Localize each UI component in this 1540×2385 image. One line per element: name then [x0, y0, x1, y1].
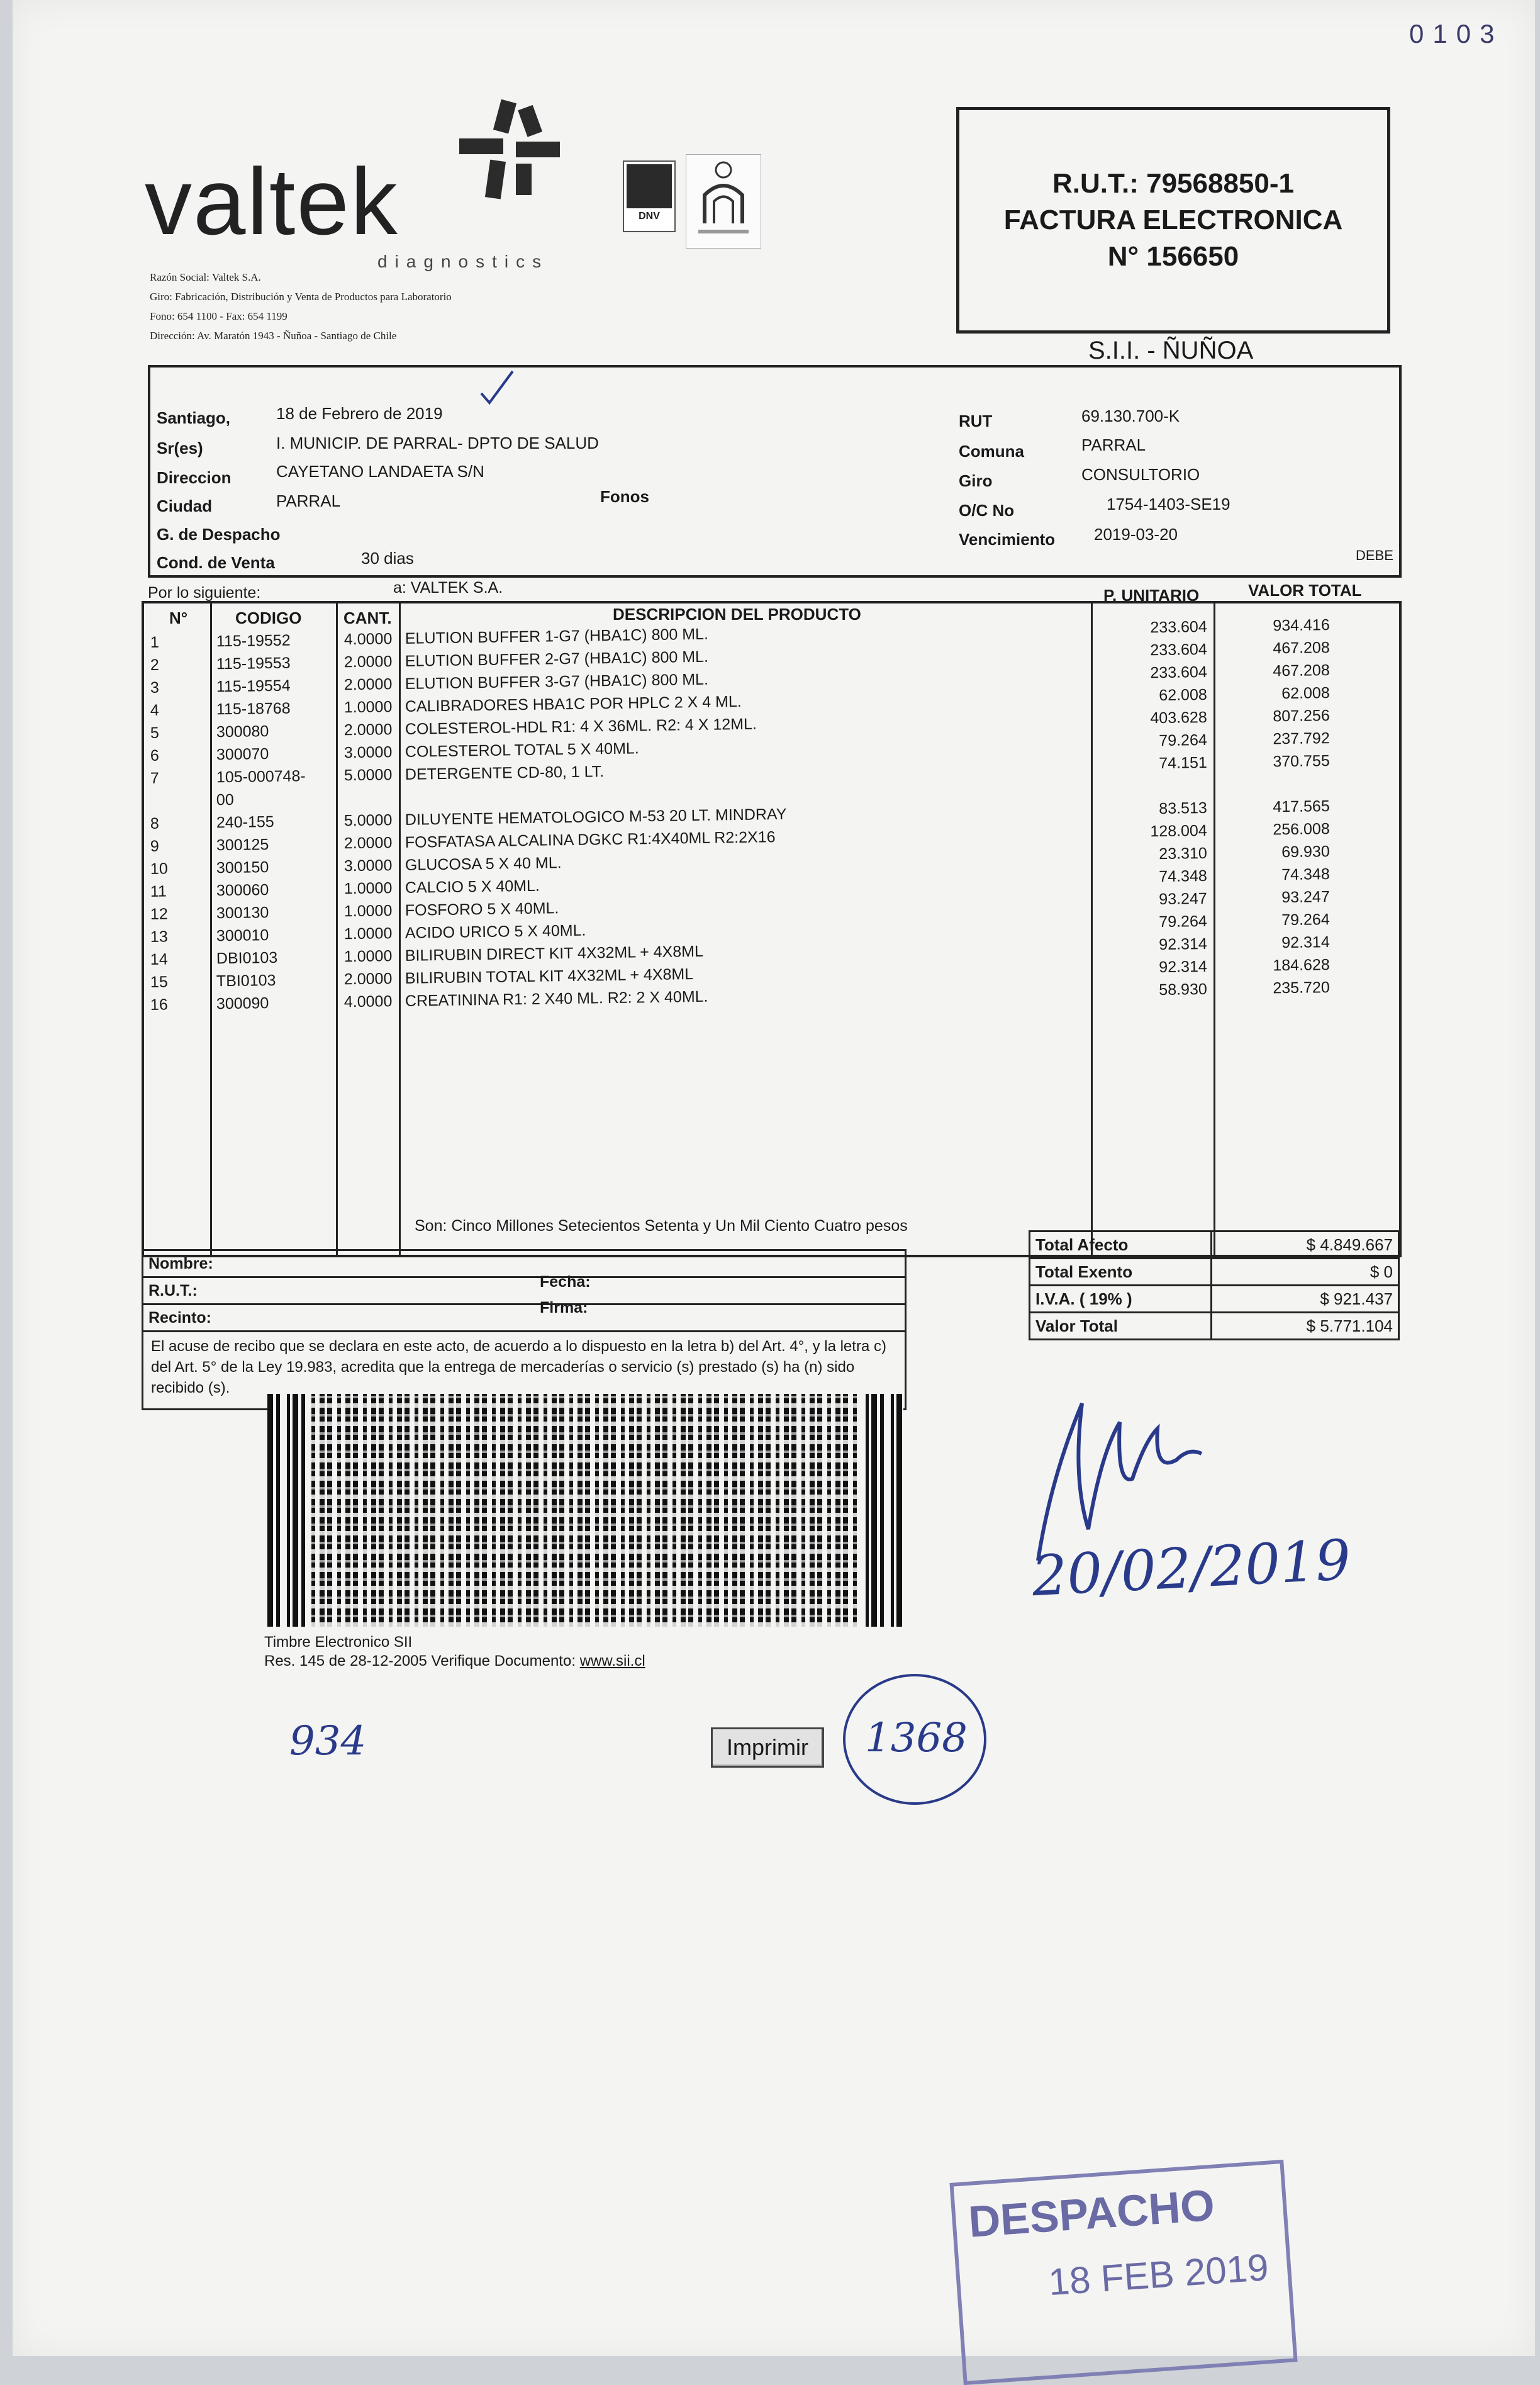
barcode-data-area — [311, 1394, 859, 1627]
row-qty: 2.0000 — [343, 834, 393, 853]
row-total: 79.264 — [1281, 911, 1330, 929]
row-total: 237.792 — [1273, 729, 1330, 748]
row-unit-price: 93.247 — [1159, 889, 1207, 909]
print-button[interactable]: Imprimir — [711, 1727, 824, 1768]
col-codigo: CODIGO — [235, 609, 302, 627]
row-number: 2 — [150, 656, 160, 674]
row-unit-price: 58.930 — [1159, 980, 1207, 999]
row-number: 16 — [150, 996, 168, 1014]
row-total: 467.208 — [1273, 661, 1330, 680]
handwritten-note: 934 — [289, 1718, 367, 1765]
row-total: 93.247 — [1281, 888, 1330, 907]
row-unit-price: 74.348 — [1159, 867, 1207, 886]
client-city: PARRAL — [276, 491, 341, 510]
row-qty: 5.0000 — [343, 811, 393, 830]
col-cant: CANT. — [343, 609, 392, 627]
row-qty: 4.0000 — [343, 630, 393, 649]
row-description: BILIRUBIN DIRECT KIT 4X32ML + 4X8ML — [405, 942, 704, 965]
client-rut: 69.130.700-K — [1081, 407, 1180, 425]
venc-label: Vencimiento — [959, 530, 1056, 549]
col-descripcion: DESCRIPCION DEL PRODUCTO — [613, 605, 861, 624]
row-unit-price: 403.628 — [1150, 708, 1207, 727]
row-total: 417.565 — [1273, 797, 1330, 816]
client-oc: 1754-1403-SE19 — [1107, 495, 1230, 513]
company-giro: Giro: Fabricación, Distribución y Venta de Productos para Laboratorio — [150, 291, 452, 303]
row-unit-price: 79.264 — [1159, 731, 1207, 750]
client-info-box — [148, 365, 1402, 578]
recinto-label: Recinto: — [148, 1309, 211, 1327]
dnv-cert-logo — [623, 160, 676, 232]
company-info — [150, 267, 653, 345]
rut-sign-label: R.U.T.: — [148, 1282, 198, 1299]
fecha-label: Fecha: — [540, 1273, 591, 1291]
row-code: 115-18768 — [216, 699, 291, 719]
row-number: 5 — [150, 724, 160, 742]
row-unit-price: 92.314 — [1159, 957, 1207, 977]
row-unit-price: 74.151 — [1159, 753, 1207, 773]
total-value: $ 921.437 — [1212, 1286, 1399, 1313]
row-number: 3 — [150, 678, 160, 697]
receipt-block — [142, 1249, 907, 1410]
total-value: $ 0 — [1212, 1259, 1399, 1286]
row-unit-price: 233.604 — [1150, 663, 1207, 682]
row-code: 115-19554 — [216, 676, 291, 696]
row-qty: 1.0000 — [343, 879, 393, 898]
client-address: CAYETANO LANDAETA S/N — [276, 462, 484, 481]
total-value: $ 4.849.667 — [1212, 1232, 1399, 1259]
accreditation-seal-icon — [686, 154, 761, 249]
ciudad-label: Ciudad — [157, 497, 213, 515]
company-razon: Razón Social: Valtek S.A. — [150, 271, 261, 283]
row-total: 370.755 — [1273, 752, 1330, 771]
row-code: 115-19553 — [216, 654, 291, 673]
client-comuna: PARRAL — [1081, 435, 1146, 454]
row-qty: 1.0000 — [343, 698, 393, 717]
giro-label: Giro — [959, 471, 993, 490]
sres-label: Sr(es) — [157, 439, 203, 457]
checkmark-icon — [478, 368, 516, 406]
cond-value: 30 dias — [361, 549, 414, 568]
row-number: 10 — [150, 860, 168, 878]
row-code: DBI0103 — [216, 948, 278, 968]
row-description: CALCIO 5 X 40ML. — [405, 877, 540, 897]
sii-office: S.I.I. - ÑUÑOA — [1088, 337, 1254, 364]
client-name: I. MUNICIP. DE PARRAL- DPTO DE SALUD — [276, 434, 599, 452]
row-total: 74.348 — [1281, 865, 1330, 884]
total-label: Total Afecto — [1030, 1232, 1212, 1259]
valtek-logo-icon — [453, 94, 566, 201]
totals-table — [1029, 1230, 1400, 1340]
row-code: TBI0103 — [216, 971, 276, 990]
receipt-legal-text: El acuse de recibo que se declara en este acto, de acuerdo a lo dispuesto en la letra b) del Art. 4°, y la letra c) del Art. 5° de la Ley 19.983, acredita que la entrega de mercaderías o servicio (s) prestado (s) ha (n) sido recibido (s). — [151, 1338, 886, 1396]
row-description: ACIDO URICO 5 X 40ML. — [405, 921, 586, 942]
row-description: ELUTION BUFFER 3-G7 (HBA1C) 800 ML. — [405, 670, 709, 693]
rut-label: RUT — [959, 412, 993, 430]
valtek-logo-sub: diagnostics — [377, 252, 549, 271]
row-qty: 2.0000 — [343, 653, 393, 671]
handwritten-date: 20/02/2019 — [1030, 1527, 1353, 1609]
total-value: $ 5.771.104 — [1212, 1313, 1399, 1340]
row-number: 15 — [150, 973, 168, 991]
invoice-number: N° 156650 — [1107, 241, 1239, 272]
row-description: COLESTEROL TOTAL 5 X 40ML. — [405, 739, 639, 761]
row-unit-price: 128.004 — [1150, 821, 1207, 841]
stamp-date: 18 FEB 2019 — [1047, 2246, 1270, 2304]
pdf417-barcode — [267, 1394, 903, 1627]
row-number: 13 — [150, 928, 168, 946]
total-row — [1030, 1259, 1399, 1286]
row-unit-price: 79.264 — [1159, 912, 1207, 931]
rut-box — [956, 107, 1390, 334]
client-giro: CONSULTORIO — [1081, 465, 1200, 484]
row-qty: 2.0000 — [343, 675, 393, 694]
row-unit-price: 233.604 — [1150, 640, 1207, 659]
row-description: DILUYENTE HEMATOLOGICO M-53 20 LT. MINDRAY — [405, 805, 787, 829]
row-unit-price: 62.008 — [1159, 685, 1207, 705]
total-label: I.V.A. ( 19% ) — [1030, 1286, 1212, 1313]
row-description: ELUTION BUFFER 2-G7 (HBA1C) 800 ML. — [405, 648, 709, 670]
col-total: VALOR TOTAL — [1248, 581, 1362, 600]
company-address: Dirección: Av. Maratón 1943 - Ñuñoa - Santiago de Chile — [150, 330, 397, 342]
issuer-rut: R.U.T.: 79568850-1 — [1052, 168, 1294, 199]
page-number: 0103 — [1409, 19, 1504, 48]
row-qty: 3.0000 — [343, 856, 393, 875]
row-total: 467.208 — [1273, 639, 1330, 658]
row-code: 300010 — [216, 926, 269, 945]
row-number: 7 — [150, 769, 160, 787]
company-phone: Fono: 654 1100 - Fax: 654 1199 — [150, 310, 287, 322]
total-row — [1030, 1313, 1399, 1340]
row-total: 235.720 — [1273, 979, 1330, 997]
row-number: 9 — [150, 837, 160, 855]
col-unitario: P. UNITARIO — [1103, 586, 1200, 605]
dnv-label: DNV — [639, 211, 660, 222]
oc-label: O/C No — [959, 501, 1015, 520]
row-qty: 1.0000 — [343, 902, 393, 921]
row-description: GLUCOSA 5 X 40 ML. — [405, 854, 562, 874]
row-total: 184.628 — [1273, 956, 1330, 975]
row-code: 300150 — [216, 858, 269, 877]
row-description: COLESTEROL-HDL R1: 4 X 36ML. R2: 4 X 12ML. — [405, 715, 757, 738]
row-description: CREATININA R1: 2 X40 ML. R2: 2 X 40ML. — [405, 987, 708, 1010]
row-unit-price: 83.513 — [1159, 799, 1207, 818]
row-code: 115-19552 — [216, 631, 291, 651]
circled-note-text: 1368 — [865, 1715, 968, 1761]
row-qty: 5.0000 — [343, 766, 393, 785]
row-qty: 1.0000 — [343, 947, 393, 966]
row-code: 240-155 — [216, 812, 274, 832]
row-code: 300060 — [216, 881, 269, 900]
row-description: BILIRUBIN TOTAL KIT 4X32ML + 4X8ML — [405, 965, 694, 987]
row-code: 300125 — [216, 836, 269, 855]
row-number: 14 — [150, 950, 168, 968]
sii-link[interactable]: www.sii.cl — [579, 1653, 645, 1670]
row-description: FOSFATASA ALCALINA DGKC R1:4X40ML R2:2X16 — [405, 828, 776, 851]
timbre-title: Timbre Electronico SII — [264, 1634, 413, 1651]
row-number: 12 — [150, 905, 168, 923]
row-description: ELUTION BUFFER 1-G7 (HBA1C) 800 ML. — [405, 625, 709, 648]
a-valtek: a: VALTEK S.A. — [393, 579, 503, 597]
row-description: CALIBRADORES HBA1C POR HPLC 2 X 4 ML. — [405, 692, 742, 716]
row-qty: 3.0000 — [343, 743, 393, 762]
invoice-sheet — [13, 0, 1535, 2356]
row-description: FOSFORO 5 X 40ML. — [405, 899, 559, 919]
comuna-label: Comuna — [959, 442, 1024, 461]
row-code: 300130 — [216, 904, 269, 923]
row-qty: 2.0000 — [343, 970, 393, 989]
client-vencimiento: 2019-03-20 — [1094, 525, 1178, 544]
nombre-label: Nombre: — [148, 1255, 213, 1272]
total-label: Valor Total — [1030, 1313, 1212, 1340]
stamp-title: DESPACHO — [967, 2180, 1217, 2247]
recinto-line — [143, 1299, 905, 1332]
invoice-date: 18 de Febrero de 2019 — [276, 404, 443, 423]
row-number: 1 — [150, 633, 160, 651]
por-lo-siguiente: Por lo siguiente: — [148, 584, 261, 602]
row-qty: 4.0000 — [343, 992, 393, 1011]
row-total: 256.008 — [1273, 820, 1330, 839]
row-number: 8 — [150, 814, 160, 833]
total-row — [1030, 1286, 1399, 1313]
total-label: Total Exento — [1030, 1259, 1212, 1286]
row-number: 6 — [150, 746, 160, 765]
rut-line — [143, 1273, 905, 1305]
row-total: 62.008 — [1281, 684, 1330, 703]
direccion-label: Direccion — [157, 468, 232, 487]
row-unit-price: 233.604 — [1150, 617, 1207, 637]
row-code: 300070 — [216, 745, 269, 764]
row-total: 934.416 — [1273, 616, 1330, 635]
row-qty: 1.0000 — [343, 924, 393, 943]
row-code: 105-000748- — [216, 767, 306, 787]
row-unit-price: 23.310 — [1159, 844, 1207, 863]
despacho-stamp — [949, 2160, 1297, 2385]
document-type: FACTURA ELECTRONICA — [1003, 205, 1343, 235]
despacho-label: G. de Despacho — [157, 525, 281, 544]
valtek-logo-word: valtek — [145, 149, 399, 254]
timbre-res-text: Res. 145 de 28-12-2005 Verifique Documento: — [264, 1653, 580, 1670]
nombre-line — [143, 1251, 905, 1278]
col-n: N° — [169, 609, 188, 627]
row-qty: 2.0000 — [343, 721, 393, 739]
row-total: 69.930 — [1281, 843, 1330, 861]
fonos-label: Fonos — [600, 487, 649, 506]
timbre-info — [264, 1633, 645, 1671]
row-description: DETERGENTE CD-80, 1 LT. — [405, 763, 605, 783]
debe-label: DEBE — [1356, 547, 1393, 563]
row-code: 300090 — [216, 994, 269, 1013]
row-code: 00 — [216, 790, 234, 809]
row-total: 92.314 — [1281, 933, 1330, 952]
row-total: 807.256 — [1273, 707, 1330, 726]
amount-in-words: Son: Cinco Millones Setecientos Setenta y Un Mil Ciento Cuatro pesos — [415, 1217, 908, 1235]
cond-label: Cond. de Venta — [157, 553, 275, 572]
firma-label: Firma: — [540, 1299, 588, 1316]
row-number: 4 — [150, 701, 160, 719]
row-code: 300080 — [216, 722, 269, 741]
row-unit-price: 92.314 — [1159, 934, 1207, 954]
place-label: Santiago, — [157, 408, 231, 427]
total-row — [1030, 1232, 1399, 1259]
timbre-res — [264, 1652, 645, 1671]
row-number: 11 — [150, 882, 167, 901]
